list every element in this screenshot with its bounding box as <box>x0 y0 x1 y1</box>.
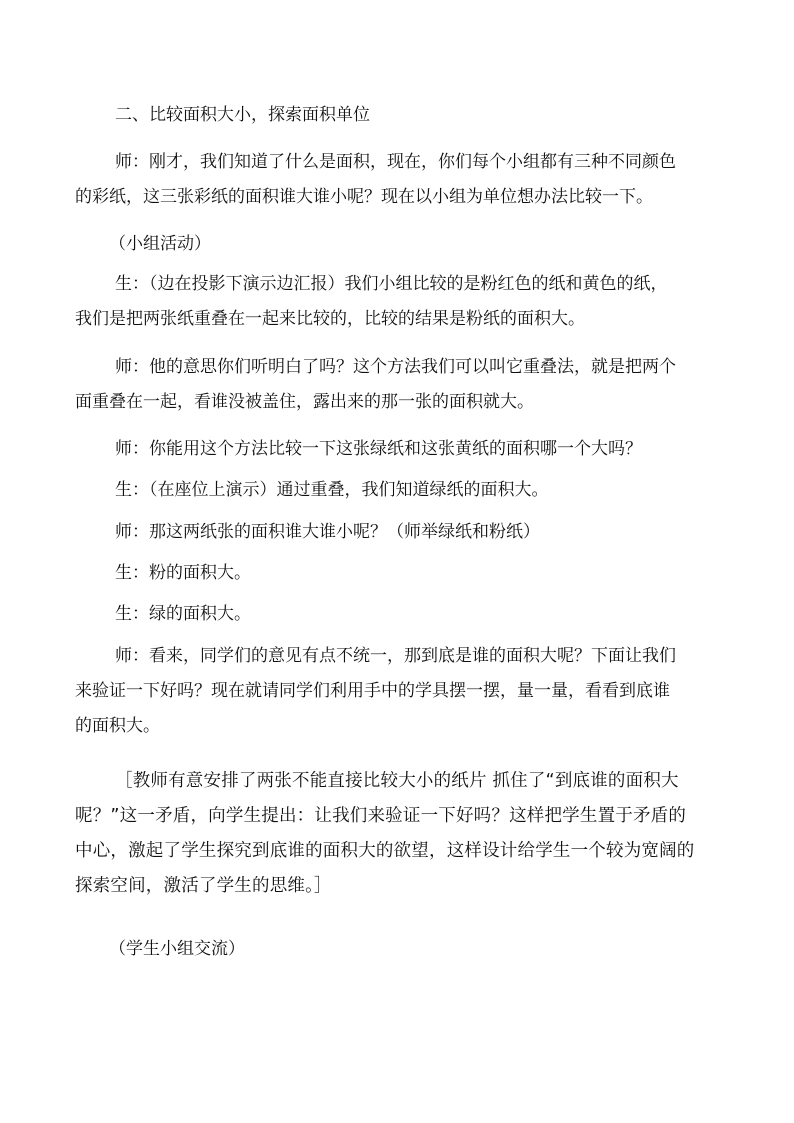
paragraph-line: 的面积大。 <box>75 716 160 736</box>
paragraph-line: 中心，激起了学生探究到底谁的面积大的欲望，这样设计给学生一个较为宽阔的 <box>75 841 695 861</box>
paragraph-line: （小组活动） <box>109 234 211 254</box>
section-heading <box>75 98 730 133</box>
paragraph-teacher-compare <box>75 515 730 550</box>
paragraph-line: 师：他的意思你们听明白了吗？这个方法我们可以叫它重叠法，就是把两个 <box>115 357 676 377</box>
paragraph-line: 生：（边在投影下演示边汇报）我们小组比较的是粉红色的纸和黄色的纸， <box>115 274 668 294</box>
paragraph-teacher-verify <box>75 639 730 744</box>
paragraph-group-exchange <box>75 932 730 967</box>
paragraph-teacher-intro <box>75 145 730 215</box>
paragraph-line: 生：粉的面积大。 <box>115 563 251 583</box>
paragraph-line: 师：看来，同学们的意见有点不统一，那到底是谁的面积大呢？下面让我们 <box>115 646 676 666</box>
paragraph-group-activity <box>75 227 730 262</box>
paragraph-line: 师：刚才，我们知道了什么是面积，现在，你们每个小组都有三种不同颜色 <box>115 152 676 172</box>
paragraph-line: 师：那这两纸张的面积谁大谁小呢？（师举绿纸和粉纸） <box>115 522 540 542</box>
paragraph-teacher-question <box>75 432 730 467</box>
paragraph-line: 来验证一下好吗？现在就请同学们利用手中的学具摆一摆，量一量，看看到底谁 <box>75 681 670 701</box>
paragraph-line: 生：（在座位上演示）通过重叠，我们知道绿纸的面积大。 <box>115 480 549 500</box>
paragraph-line: 探索空间，激活了学生的思维。］ <box>75 876 332 896</box>
paragraph-overlap-method <box>75 350 730 420</box>
paragraph-line: （学生小组交流） <box>109 939 245 959</box>
paragraph-line: 的彩纸，这三张彩纸的面积谁大谁小呢？现在以小组为单位想办法比较一下。 <box>75 187 653 207</box>
paragraph-student-answer-green <box>75 597 730 632</box>
paragraph-line: 我们是把两张纸重叠在一起来比较的，比较的结果是粉纸的面积大。 <box>75 309 585 329</box>
paragraph-line: 面重叠在一起，看谁没被盖住，露出来的那一张的面积就大。 <box>75 392 534 412</box>
paragraph-student-answer-pink <box>75 556 730 591</box>
section-heading-text: 二、比较面积大小，探索面积单位 <box>115 105 370 125</box>
paragraph-teaching-note <box>75 764 730 904</box>
paragraph-line: 生：绿的面积大。 <box>115 604 251 624</box>
paragraph-line: ［教师有意安排了两张不能直接比较大小的纸片 抓住了“到底谁的面积大 <box>115 771 679 791</box>
paragraph-line: 师：你能用这个方法比较一下这张绿纸和这张黄纸的面积哪一个大吗？ <box>115 439 642 459</box>
paragraph-student-report <box>75 267 730 337</box>
paragraph-line: 呢？”这一矛盾，向学生提出：让我们来验证一下好吗？这样把学生置于矛盾的 <box>75 806 687 826</box>
paragraph-student-demo <box>75 473 730 508</box>
